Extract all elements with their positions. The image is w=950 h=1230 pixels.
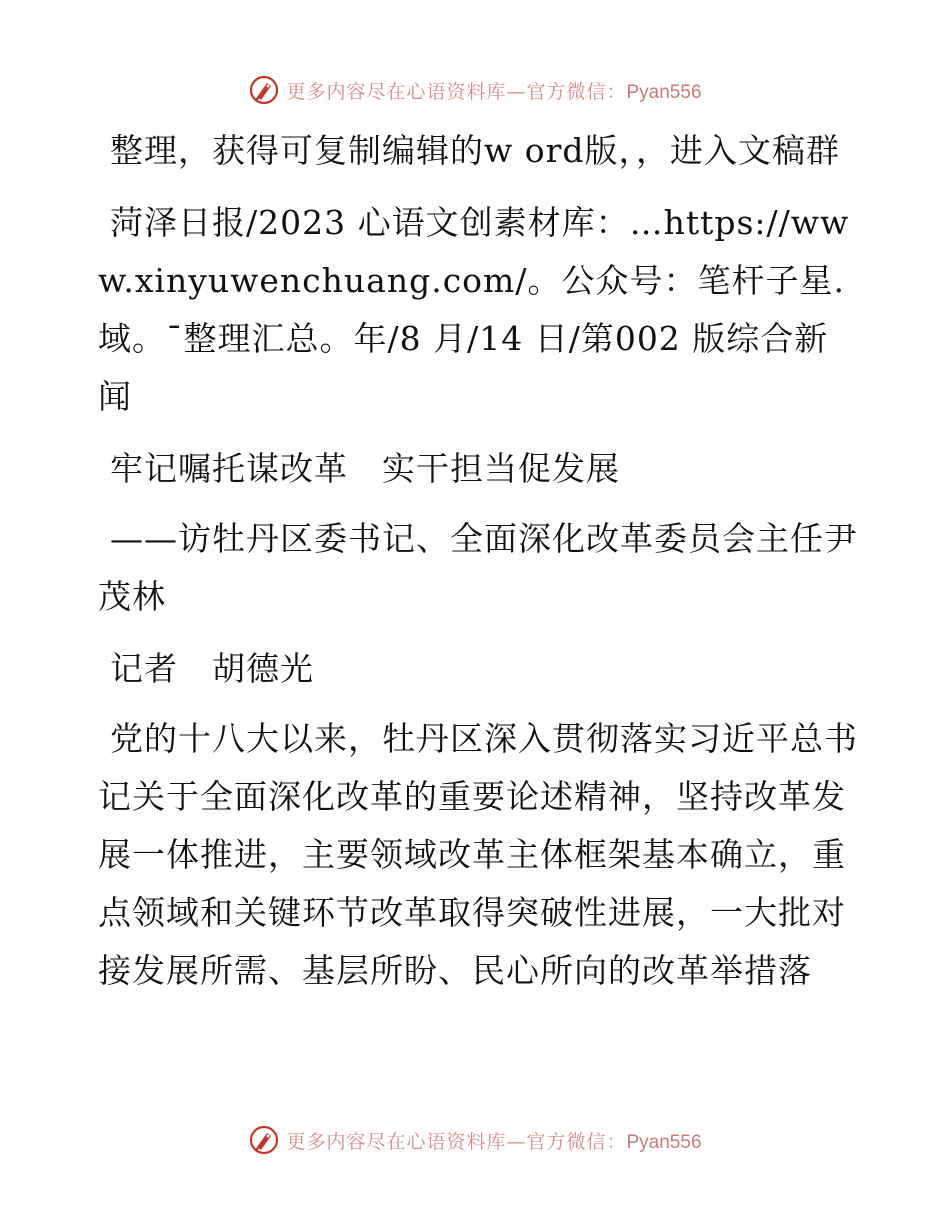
- footer-watermark-account: Pyan556: [626, 1131, 702, 1153]
- footer-watermark-text: 更多内容尽在心语资料库—官方微信：Pyan556: [286, 1130, 702, 1153]
- header-watermark-text: 更多内容尽在心语资料库—官方微信：Pyan556: [286, 80, 702, 103]
- paragraph-notice: 整理，获得可复制编辑的w ord版，，进入文稿群: [110, 131, 841, 170]
- article-byline: 记者 胡德光: [110, 649, 314, 688]
- paragraph-source: 菏泽日报/2023 心语文创素材库：…https://www.xinyuwenchuang.com/。公众号：笔杆子星.域。¯整理汇总。年/8 月/14 日/第002 版综合新闻: [98, 203, 850, 416]
- article-title: 牢记嘱托谋改革 实干担当促发展: [110, 449, 620, 488]
- document-body: [98, 122, 858, 1014]
- footer-watermark: [0, 1120, 950, 1160]
- pen-nib-circle-icon: [248, 74, 280, 106]
- header-watermark-account: Pyan556: [626, 81, 702, 103]
- article-subtitle: ——访牡丹区委书记、全面深化改革委员会主任尹茂林: [98, 519, 858, 616]
- article-body-paragraph: 党的十八大以来，牡丹区深入贯彻落实习近平总书记关于全面深化改革的重要论述精神，坚持改革发展一体推进，主要领域改革主体框架基本确立，重点领域和关键环节改革取得突破性进展，一大批对接发展所需、基层所盼、民心所向的改革举措落: [98, 719, 858, 990]
- header-watermark: [0, 70, 950, 110]
- pen-nib-circle-icon: [248, 1124, 280, 1156]
